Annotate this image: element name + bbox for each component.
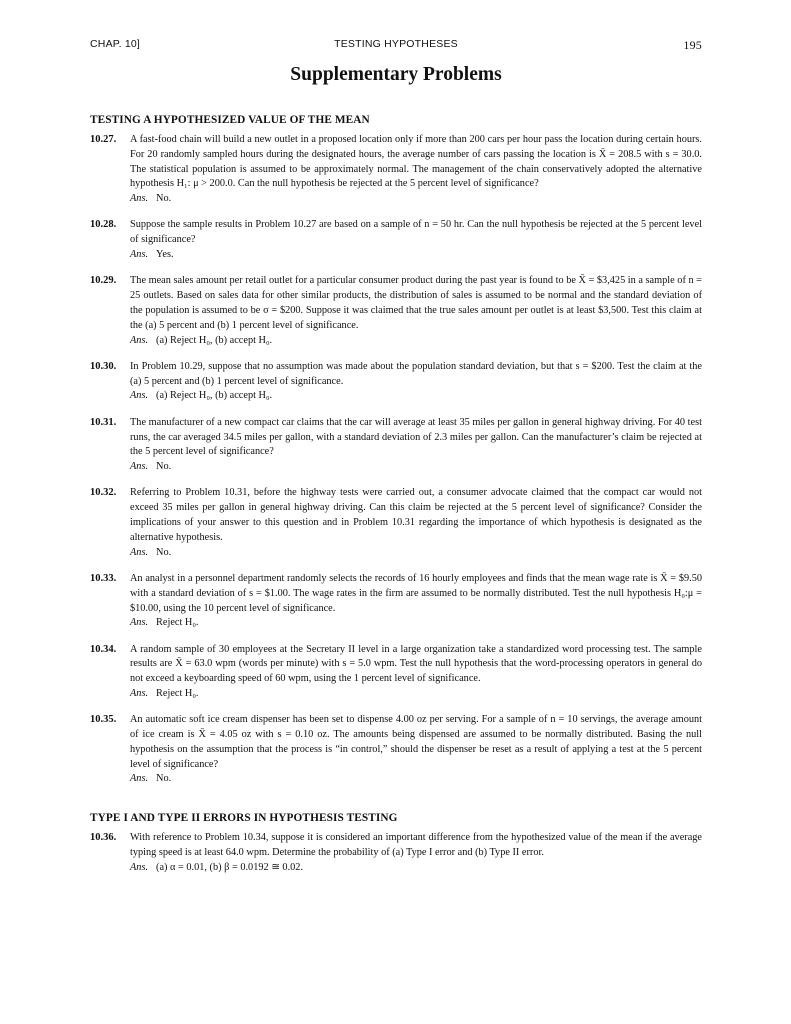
problem-number: 10.31. [90,416,117,428]
answer-label: Ans. [130,390,149,402]
problem-10-33 [90,572,702,631]
answer-text: Reject H₀. [156,617,199,629]
answer [130,192,702,207]
answer [130,772,702,787]
chapter-label: CHAP. 10] [90,38,141,50]
section-heading: TYPE I AND TYPE II ERRORS IN HYPOTHESIS TESTING [90,812,398,825]
problem-number: 10.30. [90,360,117,372]
problem-10-27 [90,133,702,207]
problem-number: 10.27. [90,134,117,145]
answer-label: Ans. [130,861,149,873]
answer-label: Ans. [130,249,149,261]
chapter-title: TESTING HYPOTHESES [334,38,458,50]
answer-label: Ans. [130,617,149,629]
problem-text: With reference to Problem 10.34, suppose it is considered an important difference from the hypothesized value of the mean if the average typing speed is at least 64.0 wpm. Determine the probability of (a) Type I error and (b) Type II error. [130,832,702,859]
problem-number: 10.33. [90,572,117,584]
answer-label: Ans. [130,546,149,558]
problem-10-31 [90,416,702,475]
problem-text: The manufacturer of a new compact car claims that the car will average at least 35 miles per gallon in general highway driving. For 40 test runs, the car averaged 34.5 miles per gallon, with a standard deviation of 2.3 miles per gallon. Can the manufacturer’s claim be rejected at the 5 percent level of significance? [130,416,702,458]
answer-label: Ans. [130,773,149,785]
problem-text: A random sample of 30 employees at the Secretary II level in a large organization take a standardized word processing test. The sample results are X̄ = 63.0 wpm (words per minute) with s = 5.0 wpm. Test the null hypothesis that the word-processing operators in general do not exceed a keyboarding speed of 60 wpm, using the 1 percent level of significance. [130,643,702,685]
answer-label: Ans. [130,688,149,699]
page-title: Supplementary Problems [290,64,502,85]
problem-number: 10.34. [90,643,117,655]
answer-text: No. [156,546,172,558]
problem-text: Referring to Problem 10.31, before the highway tests were carried out, a consumer advocate claimed that the compact car would not exceed 35 miles per gallon in general highway driving. Can this claim be rejected at the 5 percent level of significance? Consider the implications of your answer to this question and in Problem 10.31 regarding the importance of which hypothesis is designated as the alternative hypothesis. [130,487,702,543]
section-heading: TESTING A HYPOTHESIZED VALUE OF THE MEAN [90,114,370,126]
answer-text: No. [156,193,172,205]
problem-text: A fast-food chain will build a new outlet in a proposed location only if more than 200 cars per hour pass the location during certain hours. For 20 randomly sampled hours during the designated hours, the average number of cars passing the location is X̄ = 208.5 with s = 30.0. The statistical population is assumed to be approximately normal. The management of the chain conservatively adopted the alternative hypothesis H₁: μ > 200.0. Can the null hypothesis be rejected at the 5 percent level of significance? [130,134,702,190]
answer [130,616,702,631]
answer-text: Reject H₀. [156,688,199,699]
page [90,38,702,887]
problem-number: 10.28. [90,219,117,231]
answer-label: Ans. [130,334,149,346]
answer [130,334,702,349]
answer-text: (a) α = 0.01, (b) β = 0.0192 ≅ 0.02. [156,861,304,873]
section-type-errors [90,812,702,875]
problem-10-29 [90,274,702,348]
problem-number: 10.32. [90,487,117,499]
answer [130,687,702,702]
answer-text: Yes. [156,249,174,261]
problem-number: 10.29. [90,275,117,287]
page-number: 195 [683,38,702,52]
answer-text: (a) Reject H₀, (b) accept H₀. [156,334,273,346]
answer [130,546,702,561]
answer [130,861,702,876]
problem-10-35 [90,713,702,787]
problem-text: The mean sales amount per retail outlet for a particular consumer product during the past year is found to be X̄ = $3,425 in a sample of n = 25 outlets. Based on sales data for other similar products, the distribution of sales is assumed to be normal and the standard deviation of the population is assumed to be σ = $200. Suppose it was claimed that the true sales amount per outlet is at least $3,500. Test this claim at the (a) 5 percent and (b) 1 percent level of significance. [130,275,702,331]
problem-number: 10.35. [90,714,117,726]
problem-number: 10.36. [90,832,117,844]
answer-label: Ans. [130,193,149,205]
answer-text: No. [156,461,172,473]
problem-text: Suppose the sample results in Problem 10.27 are based on a sample of n = 50 hr. Can the null hypothesis be rejected at the 5 percent level of significance? [130,219,702,246]
answer [130,460,702,475]
section-testing-mean [90,114,702,787]
answer [130,389,702,404]
problem-10-36 [90,831,702,875]
answer [130,248,702,263]
answer-text: (a) Reject H₀, (b) accept H₀. [156,390,273,402]
problem-10-28 [90,218,702,262]
problem-text: An automatic soft ice cream dispenser has been set to dispense 4.00 oz per serving. For a sample of n = 10 servings, the average amount of ice cream is X̄ = 4.05 oz with s = 0.10 oz. The amounts being dispensed are assumed to be normally distributed. Basing the null hypothesis on the assumption that the process is “in control,” should the dispenser be reset as a result of applying a test at the 5 percent level of significance? [130,714,702,770]
problem-text: In Problem 10.29, suppose that no assumption was made about the population standard deviation, but that s = $200. Test the claim at the (a) 5 percent and (b) 1 percent level of significance. [130,360,702,387]
running-head [90,38,702,54]
problem-10-30 [90,360,702,404]
problem-10-32 [90,486,702,560]
answer-text: No. [156,773,172,785]
problem-text: An analyst in a personnel department randomly selects the records of 16 hourly employees and finds that the mean wage rate is X̄ = $9.50 with a standard deviation of s = $1.00. The wage rates in the firm are assumed to be normally distributed. Test the null hypothesis H₀:μ = $10.00, using the 10 percent level of significance. [130,572,702,614]
answer-label: Ans. [130,461,149,473]
problem-10-34 [90,643,702,702]
